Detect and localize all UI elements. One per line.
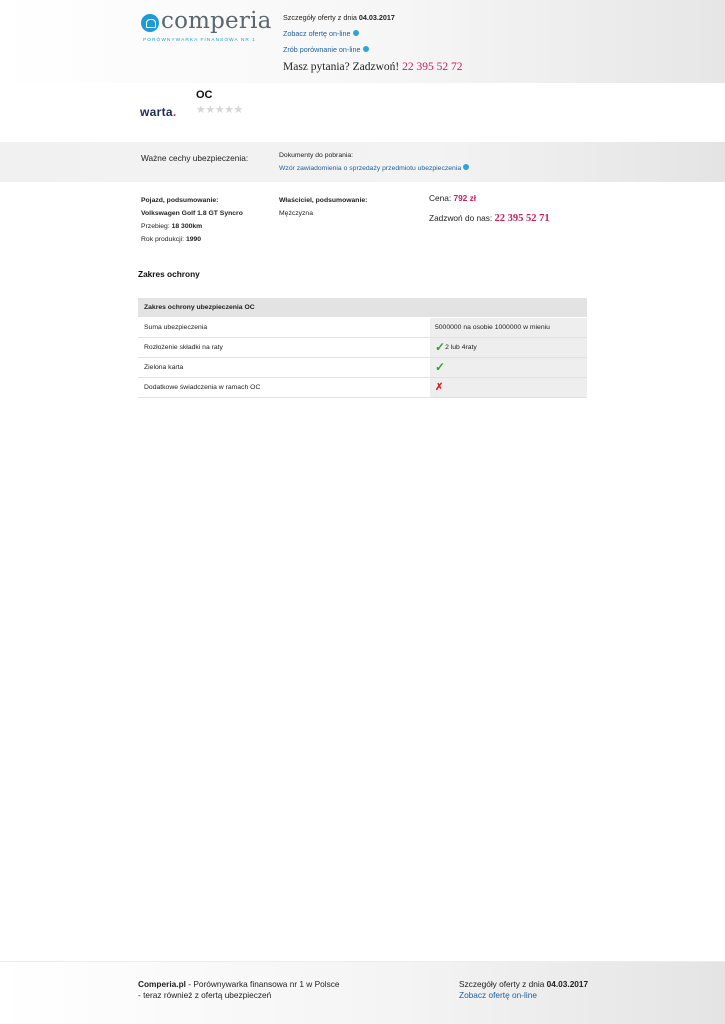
cross-icon: ✗ [435, 381, 444, 393]
row-value-cell [430, 377, 587, 397]
document-download-row [279, 165, 469, 172]
vehicle-model: Volkswagen Golf 1.8 GT Syncro [141, 210, 243, 217]
footer-line1: - Porównywarka finansowa nr 1 w Polsce [185, 979, 340, 989]
coverage-table [138, 298, 587, 398]
mileage-line [141, 220, 243, 233]
vehicle-heading: Pojazd, podsumowanie: [141, 197, 219, 204]
header-phone-line [283, 61, 462, 73]
coverage-section-title: Zakres ochrony [138, 269, 200, 279]
year-value: 1990 [185, 236, 202, 243]
owner-summary [279, 194, 367, 220]
price-value: 792 zł [453, 193, 477, 203]
call-label: Zadzwoń do nas: [429, 213, 495, 223]
comperia-logo-icon [141, 14, 159, 32]
owner-gender: Mężczyzna [279, 210, 313, 217]
view-online-row [283, 29, 395, 45]
footer-view-online-link[interactable]: Zobacz ofertę on-line [459, 990, 537, 1000]
document-download-link[interactable]: Wzór zawiadomienia o sprzedaży przedmiotu ubezpieczenia [279, 165, 462, 172]
check-icon: ✓ [435, 360, 446, 374]
owner-heading: Właściciel, podsumowanie: [279, 197, 368, 204]
rating-stars: ★★★★★ [196, 104, 243, 116]
compare-online-link[interactable]: Zrób porównanie on-line [283, 45, 361, 54]
offer-date-prefix: Szczegóły oferty z dnia [283, 13, 359, 22]
page-footer [0, 961, 725, 1024]
table-row [138, 357, 587, 377]
footer-brand: Comperia.pl [138, 979, 186, 989]
documents-label: Dokumenty do pobrania: [279, 152, 354, 159]
footer-about [138, 979, 340, 1001]
row-label: Zielona karta [138, 357, 430, 377]
call-phone-number[interactable]: 22 395 52 71 [494, 213, 550, 224]
insurer-block [140, 88, 280, 128]
view-online-link[interactable]: Zobacz ofertę on-line [283, 29, 351, 38]
warta-logo-dot: . [172, 105, 177, 119]
header-offer-info [283, 13, 395, 61]
footer-offer-prefix: Szczegóły oferty z dnia [459, 979, 547, 989]
year-line [141, 233, 243, 246]
logo-word: comperia [161, 8, 272, 34]
info-icon [463, 164, 469, 170]
question-text: Masz pytania? Zadzwoń! [283, 61, 403, 73]
offer-date: 04.03.2017 [358, 13, 395, 22]
coverage-table-header [138, 298, 587, 317]
features-band [0, 142, 725, 182]
warta-logo [140, 105, 177, 119]
row-label: Dodatkowe świadczenia w ramach OC [138, 377, 430, 397]
table-row [138, 317, 587, 337]
table-row [138, 377, 587, 397]
mileage-value: 18 300km [171, 223, 203, 230]
vehicle-summary [141, 194, 243, 246]
mileage-label: Przebieg: [141, 223, 172, 230]
row-value: 5000000 na osobie 1000000 w mieniu [430, 317, 587, 337]
logo-tagline: PORÓWNYWARKA FINANSOWA NR 1 [143, 38, 257, 43]
check-icon: ✓ [435, 340, 446, 354]
price-label: Cena: [429, 193, 454, 203]
product-name: OC [196, 89, 213, 101]
coverage-table-title: Zakres ochrony ubezpieczenia OC [138, 298, 587, 317]
footer-offer-date: 04.03.2017 [546, 979, 589, 989]
call-line [429, 213, 550, 224]
warta-logo-text: warta [140, 105, 173, 119]
features-title: Ważne cechy ubezpieczenia: [141, 153, 249, 163]
row-value-cell [430, 357, 587, 377]
year-label: Rok produkcji: [141, 236, 186, 243]
footer-offer-info [459, 979, 588, 1001]
info-icon [353, 30, 359, 36]
compare-online-row [283, 45, 395, 61]
row-value: 2 lub 4raty [445, 343, 477, 351]
price-line [429, 193, 476, 203]
table-row [138, 337, 587, 357]
row-label: Suma ubezpieczenia [138, 317, 430, 337]
info-icon [363, 46, 369, 52]
comperia-logo[interactable] [141, 8, 272, 45]
row-label: Rozłożenie składki na raty [138, 337, 430, 357]
offer-date-line [283, 13, 395, 29]
header-phone-number[interactable]: 22 395 52 72 [402, 61, 463, 73]
row-value-cell [430, 337, 587, 357]
footer-line2: - teraz również z ofertą ubezpieczeń [138, 990, 272, 1000]
